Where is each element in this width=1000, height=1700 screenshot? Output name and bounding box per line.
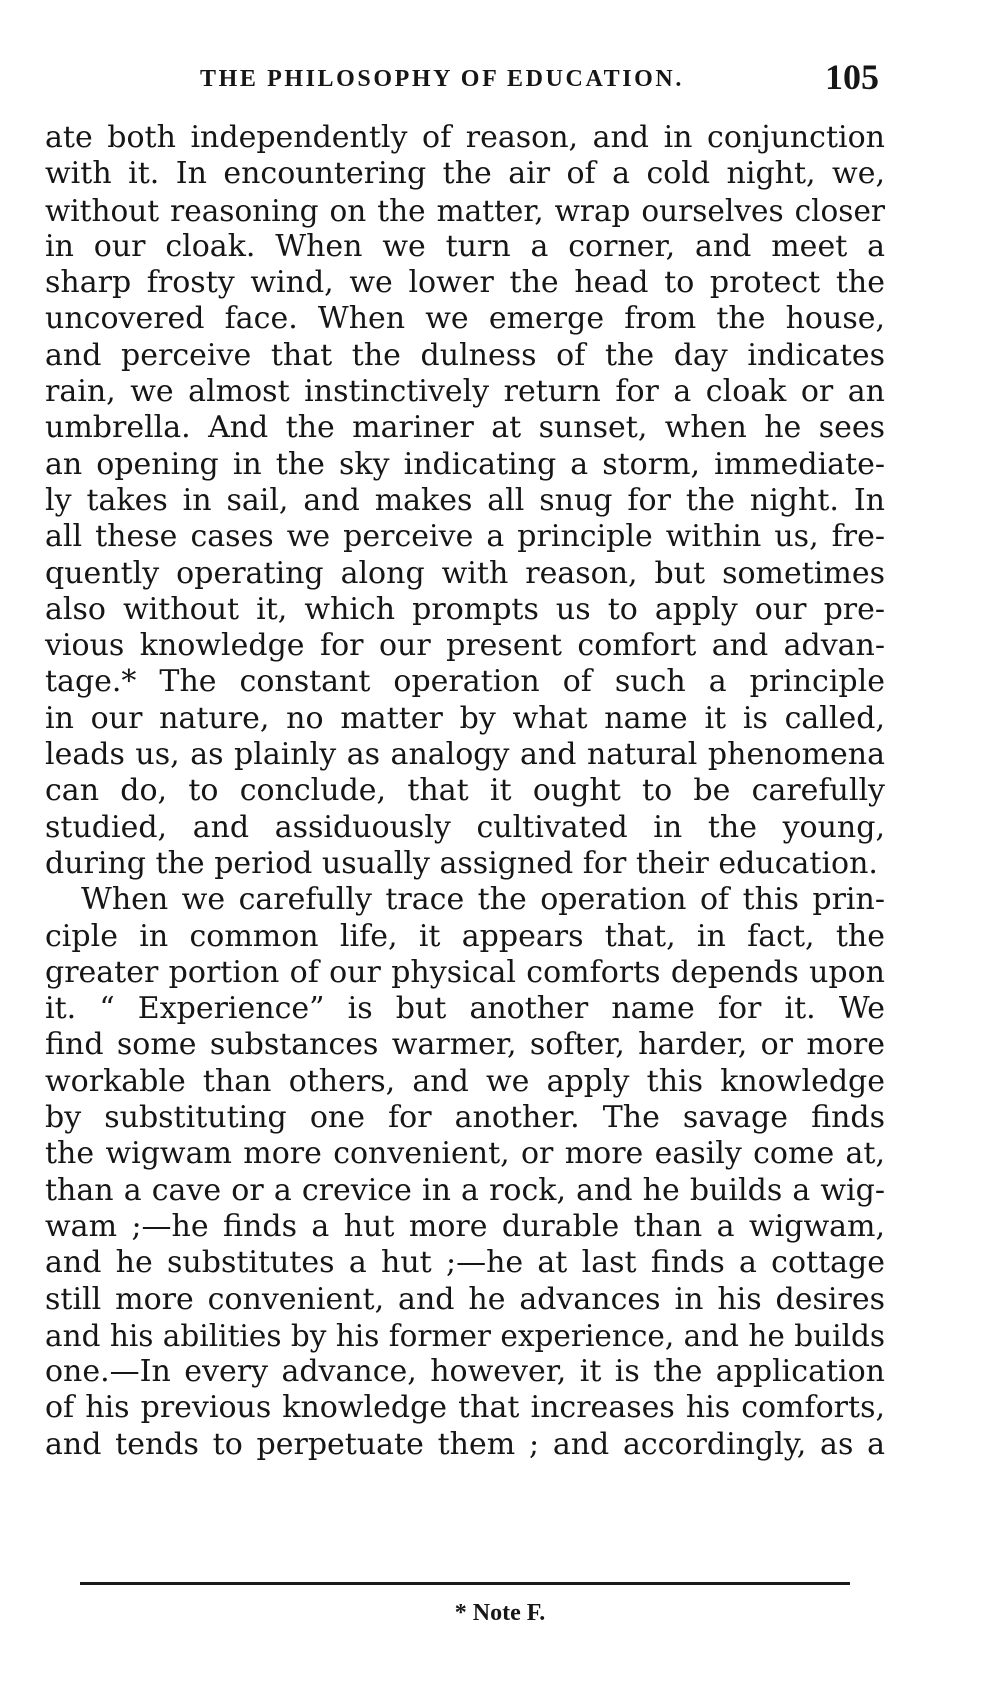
text-line: of his previous knowledge that increases his comforts, — [45, 1390, 885, 1426]
text-line: in our nature, no matter by what name it is called, — [45, 700, 885, 736]
text-line: wam ;—he finds a hut more durable than a wigwam, — [45, 1208, 885, 1244]
text-line: still more convenient, and he advances in his desires — [45, 1281, 885, 1317]
text-line: and his abilities by his former experience, and he builds — [45, 1318, 886, 1353]
text-line: all these cases we perceive a principle within us, fre- — [45, 519, 885, 555]
text-line: by substituting one for another. The savage finds — [45, 1100, 885, 1136]
text-line: than a cave or a crevice in a rock, and he builds a wig- — [45, 1172, 885, 1208]
text-line: one.—In every advance, however, it is the application — [45, 1354, 885, 1390]
text-line: in our cloak. When we turn a corner, and meet a — [45, 228, 885, 264]
page-number: 105 — [825, 57, 879, 97]
text-line: ly takes in sail, and makes all snug for the night. In — [45, 482, 885, 518]
text-line: rain, we almost instinctively return for a cloak or an — [45, 374, 885, 410]
text-line: also without it, which prompts us to apply our pre- — [45, 591, 885, 627]
text-line: without reasoning on the matter, wrap ourselves closer — [45, 193, 885, 228]
running-title: THE PHILOSOPHY OF EDUCATION. — [200, 66, 684, 92]
text-line: ciple in common life, it appears that, in fact, the — [45, 918, 885, 954]
text-line: with it. In encountering the air of a cold night, we, — [45, 156, 885, 192]
text-line: ate both independently of reason, and in conjunction — [45, 120, 885, 155]
text-line: sharp frosty wind, we lower the head to protect the — [45, 265, 885, 301]
text-line: greater portion of our physical comforts depends upon — [45, 954, 885, 990]
text-line: umbrella. And the mariner at sunset, when he sees — [45, 410, 885, 446]
text-line: find some substances warmer, softer, harder, or more — [45, 1027, 885, 1063]
text-line: the wigwam more convenient, or more easily come at, — [45, 1136, 885, 1172]
text-line: quently operating along with reason, but sometimes — [45, 555, 885, 591]
text-line: leads us, as plainly as analogy and natural phenomena — [45, 737, 885, 773]
text-line: it. “ Experience” is but another name for it. We — [45, 991, 885, 1027]
text-line: studied, and assiduously cultivated in the young, — [45, 809, 885, 845]
footnote: * Note F. — [454, 1600, 546, 1626]
text-line: can do, to conclude, that it ought to be carefully — [45, 773, 885, 809]
text-line: vious knowledge for our present comfort and advan- — [45, 628, 885, 664]
text-line: and tends to perpetuate them ; and accordingly, as a — [45, 1426, 885, 1462]
text-line: an opening in the sky indicating a storm, immediate- — [45, 446, 885, 482]
text-line: and perceive that the dulness of the day indicates — [45, 337, 885, 373]
body-text — [45, 120, 885, 1463]
text-line: workable than others, and we apply this knowledge — [45, 1063, 885, 1099]
text-line-paragraph-end: during the period usually assigned for their education. — [45, 845, 878, 881]
text-line: tage.* The constant operation of such a principle — [45, 664, 885, 700]
text-line: and he substitutes a hut ;—he at last finds a cottage — [45, 1245, 885, 1281]
text-line: uncovered face. When we emerge from the house, — [45, 301, 885, 337]
text-line-paragraph-start: When we carefully trace the operation of this prin- — [81, 882, 885, 918]
footnote-divider — [80, 1582, 850, 1585]
